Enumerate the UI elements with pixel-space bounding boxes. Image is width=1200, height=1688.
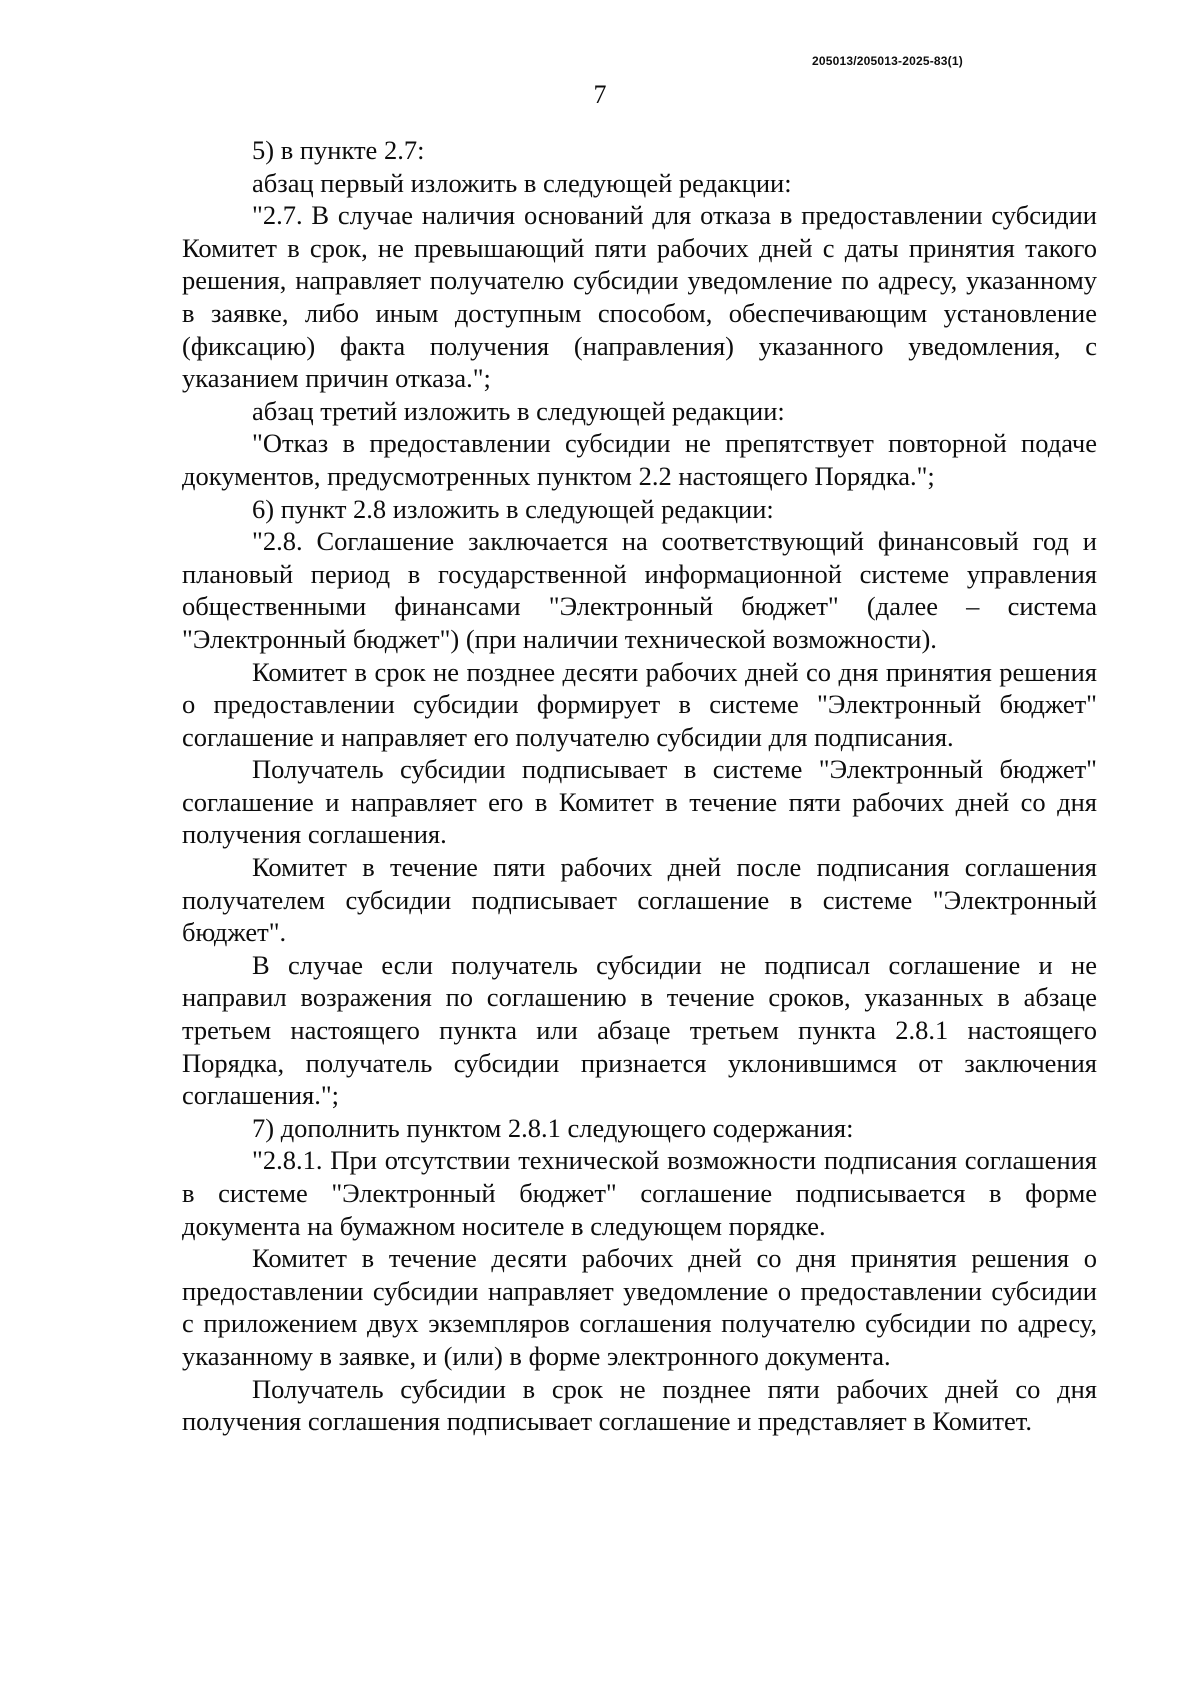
paragraph-clause-2-7: "2.7. В случае наличия оснований для отказа в предоставлении субсидии Комитет в срок, не превышающий пяти рабочих дней с даты принятия такого решения, направляет получателю субсидии уведомление по адресу, указанному в заявке, либо иным доступным способом, обеспечивающим установление (фиксацию) факта получения (направления) указанного уведомления, с указанием причин отказа."; (182, 200, 1097, 394)
document-body (182, 134, 1097, 1438)
paragraph-recipient-signs: Получатель субсидии подписывает в системе "Электронный бюджет" соглашение и направляет его в Комитет в течение пяти рабочих дней со дня получения соглашения. (182, 754, 1097, 850)
paragraph-item-7-heading: 7) дополнить пунктом 2.8.1 следующего содержания: (252, 1112, 854, 1143)
paragraph-recipient-paper: Получатель субсидии в срок не позднее пяти рабочих дней со дня получения соглашения подписывает соглашение и представляет в Комитет. (182, 1373, 1097, 1437)
paragraph-refusal-text: "Отказ в предоставлении субсидии не препятствует повторной подаче документов, предусмотренных пунктом 2.2 настоящего Порядка."; (182, 428, 1097, 491)
paragraph-instruction: абзац третий изложить в следующей редакции: (252, 395, 785, 426)
paragraph-instruction: абзац первый изложить в следующей редакции: (252, 167, 792, 198)
paragraph-item-6-heading: 6) пункт 2.8 изложить в следующей редакции: (252, 493, 774, 524)
paragraph-committee-forms: Комитет в срок не позднее десяти рабочих дней со дня принятия решения о предоставлении субсидии формирует в системе "Электронный бюджет" соглашение и направляет его получателю субсидии для подписания. (182, 656, 1097, 752)
paragraph-evasion: В случае если получатель субсидии не подписал соглашение и не направил возражения по соглашению в течение сроков, указанных в абзаце третьем настоящего пункта или абзаце третьем пункта 2.8.1 настоящего Порядка, получатель субсидии признается уклонившимся от заключения соглашения."; (182, 949, 1097, 1111)
paragraph-clause-2-8: "2.8. Соглашение заключается на соответствующий финансовый год и плановый период в государственной информационной системе управления общественными финансами "Электронный бюджет" (далее – система "Электронный бюджет") (при наличии технической возможности). (182, 526, 1097, 654)
paragraph-committee-signs: Комитет в течение пяти рабочих дней после подписания соглашения получателем субсидии подписывает соглашение в системе "Электронный бюджет". (182, 852, 1097, 948)
paragraph-notification: Комитет в течение десяти рабочих дней со дня принятия решения о предоставлении субсидии направляет уведомление о предоставлении субсидии с приложением двух экземпляров соглашения получателю субсидии по адресу, указанному в заявке, и (или) в форме электронного документа. (182, 1243, 1097, 1371)
document-id: 205013/205013-2025-83(1) (812, 54, 963, 68)
page-number: 7 (593, 80, 607, 109)
paragraph-item-5-heading: 5) в пункте 2.7: (252, 135, 425, 165)
paragraph-clause-2-8-1: "2.8.1. При отсутствии технической возможности подписания соглашения в системе "Электронный бюджет" соглашение подписывается в форме документа на бумажном носителе в следующем порядке. (182, 1145, 1097, 1241)
